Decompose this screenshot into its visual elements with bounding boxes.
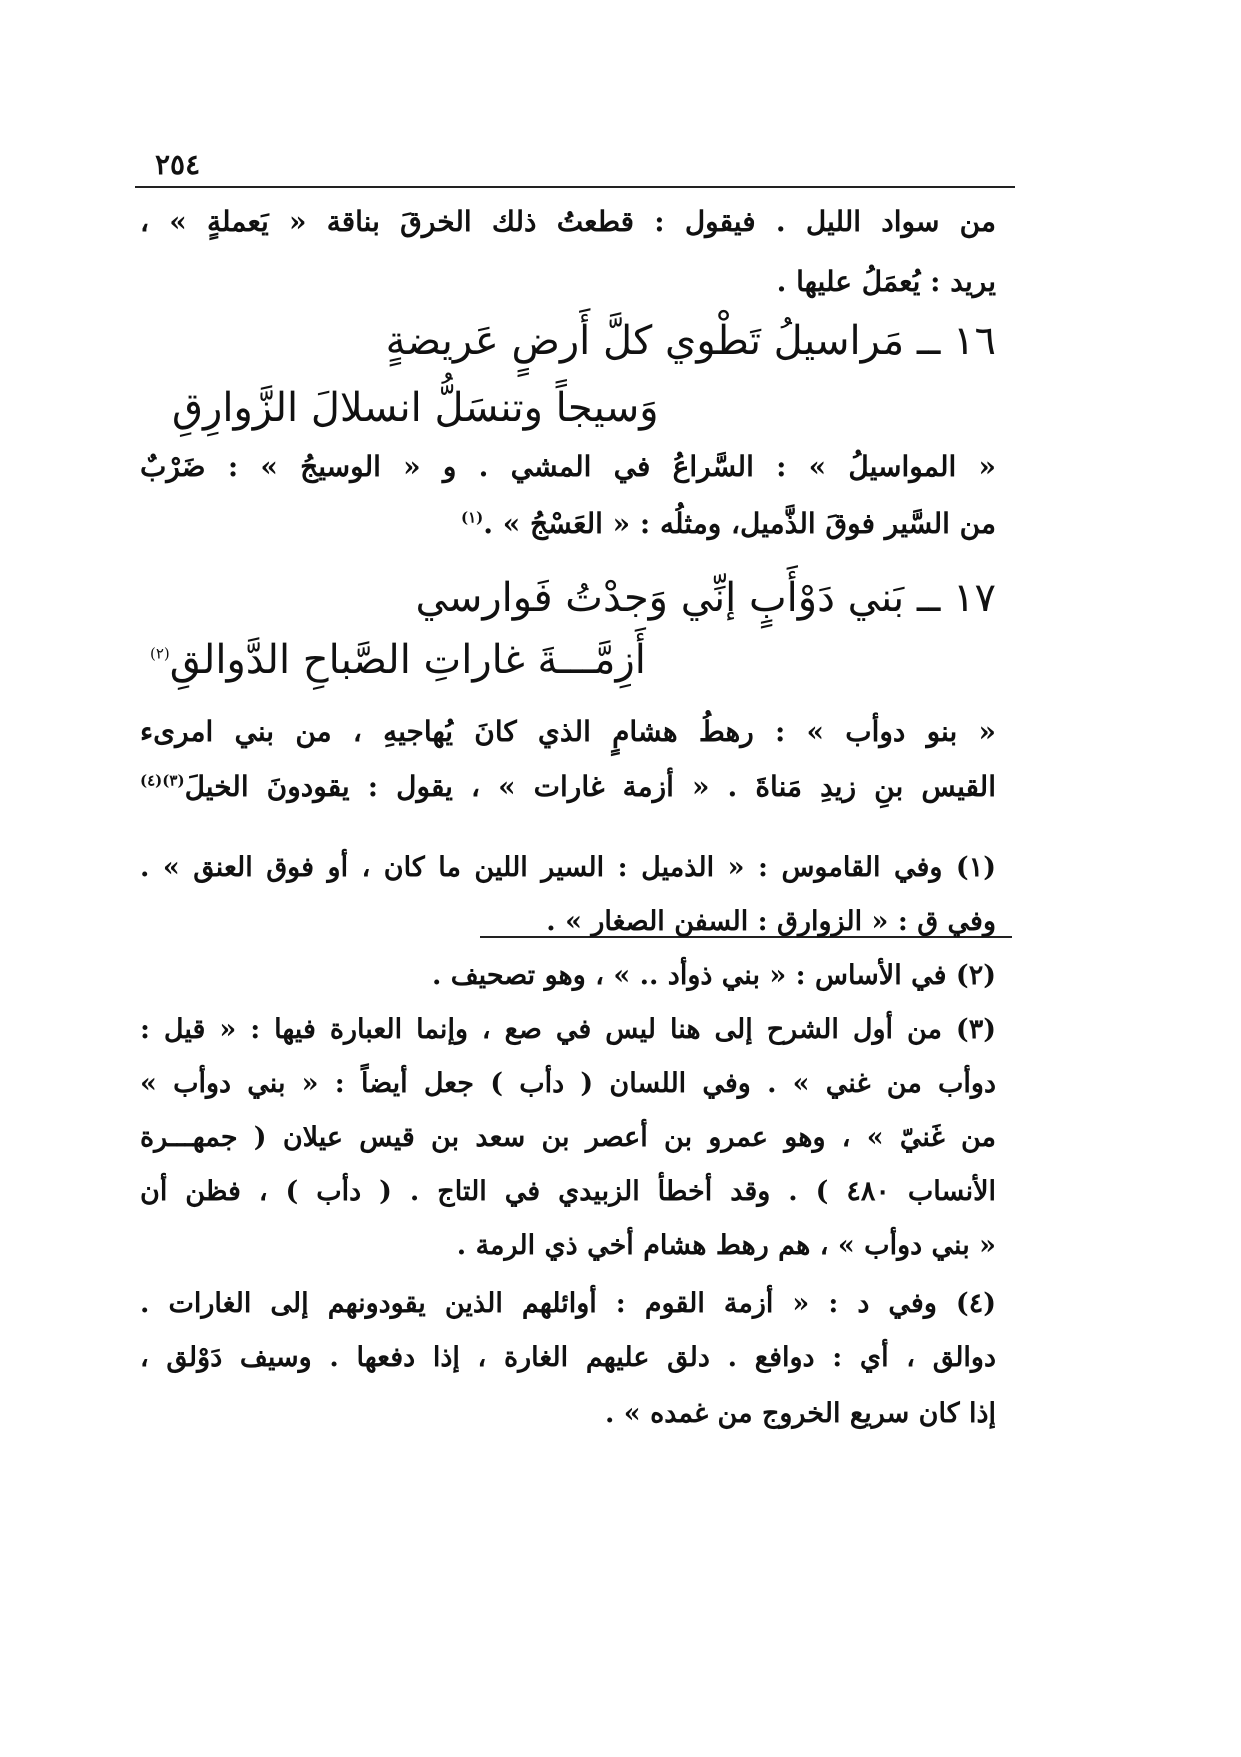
footnote-marker: (١) — [461, 508, 484, 527]
footnote-line: من غَنيّ » ، وهو عمرو بن أعصر بن سعد بن قيس عيلان ( جمهـــرة — [140, 1122, 996, 1153]
footnote-line: دوأب من غني » . وفي اللسان ( دأب ) جعل أيضاً : « بني دوأب » — [140, 1068, 996, 1099]
verse-17-second-hemistich — [150, 637, 646, 683]
footnote-marker: (٣) — [162, 771, 185, 790]
footnote-line: وفي ق : « الزوارق : السفن الصغار » . — [546, 906, 996, 937]
header-rule — [135, 186, 1015, 188]
body-line: « بنو دوأب » : رهطُ هشامٍ الذي كانَ يُهاجيهِ ، من بني امرىء — [140, 715, 996, 748]
footnote-marker: (٢) — [150, 644, 170, 663]
body-line-text: من السَّير فوقَ الذَّميل، ومثلُه : « العَسْجُ » . — [483, 507, 996, 540]
footnote-line: (٣) من أول الشرح إلى هنا ليس في صع ، وإنما العبارة فيها : « قيل : — [140, 1014, 996, 1045]
body-line — [140, 770, 996, 803]
footnote-line: إذا كان سريع الخروج من غمده » . — [605, 1398, 996, 1429]
body-line: « المواسيلُ » : السَّراعُ في المشي . و « الوسيجُ » : ضَرْبٌ — [140, 450, 996, 483]
footnote-line: « بني دوأب » ، هم رهط هشام أخي ذي الرمة . — [456, 1230, 996, 1261]
page-number: ٢٥٤ — [155, 148, 201, 181]
verse-17-first-hemistich: ١٧ ــ بَني دَوْأَبٍ إنِّي وَجدْتُ فَوارسي — [415, 575, 996, 621]
footnote-marker: (٤) — [140, 771, 163, 790]
body-line — [140, 507, 996, 540]
footnote-line: دوالق ، أي : دوافع . دلق عليهم الغارة ، إذا دفعها . وسيف دَوْلق ، — [140, 1342, 996, 1373]
footnote-line: (٢) في الأساس : « بني ذوأد .. » ، وهو تصحيف . — [431, 960, 996, 991]
body-line: من سواد الليل . فيقول : قطعتُ ذلك الخرقَ بناقة « يَعملةٍ » ، — [140, 205, 996, 238]
body-line: يريد : يُعمَلُ عليها . — [776, 265, 996, 298]
footnote-line: (٤) وفي د : « أزمة القوم : أوائلهم الذين يقودونهم إلى الغارات . — [140, 1288, 996, 1319]
footnote-line: الأنساب ٤٨٠ ) . وقد أخطأ الزبيدي في التاج . ( دأب ) ، فظن أن — [140, 1176, 996, 1207]
body-line-text: القيس بنِ زيدِ مَناةَ . « أزمة غارات » ، يقول : يقودونَ الخيلَ — [184, 770, 996, 803]
verse-16-first-hemistich: ١٦ ــ مَراسيلُ تَطْوي كلَّ أَرضٍ عَريضةٍ — [385, 318, 996, 364]
verse-16-second-hemistich: وَسيجاً وتنسَلُّ انسلالَ الزَّوارِقِ — [172, 385, 659, 431]
footnote-line: (١) وفي القاموس : « الذميل : السير اللين ما كان ، أو فوق العنق » . — [140, 852, 996, 883]
verse-text: أَزِمَّـــةَ غاراتِ الصَّباحِ الدَّوالقِ — [169, 637, 646, 683]
